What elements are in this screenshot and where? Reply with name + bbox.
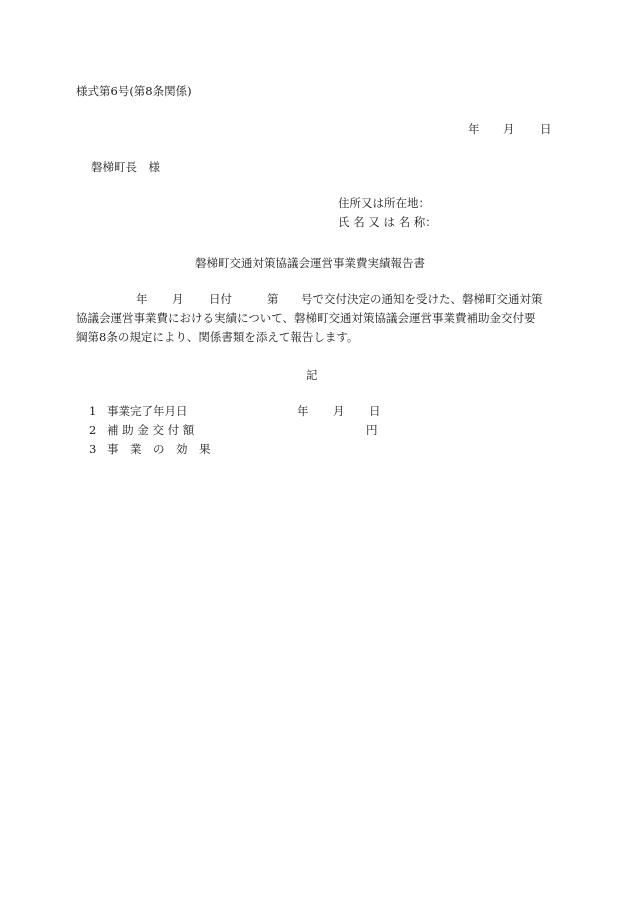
item-day-label: 日 [369, 404, 381, 418]
item-month-label: 月 [333, 404, 345, 418]
addressee: 磐梯町長 様 [91, 160, 160, 174]
ki-heading: 記 [306, 368, 318, 382]
form-reference: 様式第6号(第8条関係) [76, 84, 192, 98]
address-label: 住所又は所在地： [338, 196, 430, 210]
date-month-label: 月 [503, 122, 515, 136]
item-number: 3 [89, 442, 97, 456]
item-year-label: 年 [297, 404, 309, 418]
item-unit-label: 円 [366, 423, 378, 437]
item-number: 1 [89, 404, 97, 418]
item-label: 事業完了年月日 [107, 404, 188, 418]
document-title: 磐梯町交通対策協議会運営事業費実績報告書 [195, 256, 425, 270]
body-line3: 綱第8条の規定により、関係書類を添えて報告します。 [76, 330, 359, 344]
body-line2: 協議会運営事業費における実績について、磐梯町交通対策協議会運営事業費補助金交付要 [76, 311, 536, 325]
item-number: 2 [89, 423, 97, 437]
date-year-label: 年 [468, 122, 480, 136]
body-year-label: 年 [136, 292, 148, 306]
item-label: 補 助 金 交 付 額 [107, 423, 195, 437]
body-number-prefix: 第 [267, 292, 279, 306]
date-day-label: 日 [540, 122, 552, 136]
body-month-label: 月 [172, 292, 184, 306]
body-day-label: 日付 [209, 292, 232, 306]
body-line1-rest: 号で交付決定の通知を受けた、磐梯町交通対策 [301, 292, 543, 306]
item-label: 事 業 の 効 果 [107, 442, 211, 456]
name-label: 氏 名 又 は 名 称： [338, 215, 437, 229]
